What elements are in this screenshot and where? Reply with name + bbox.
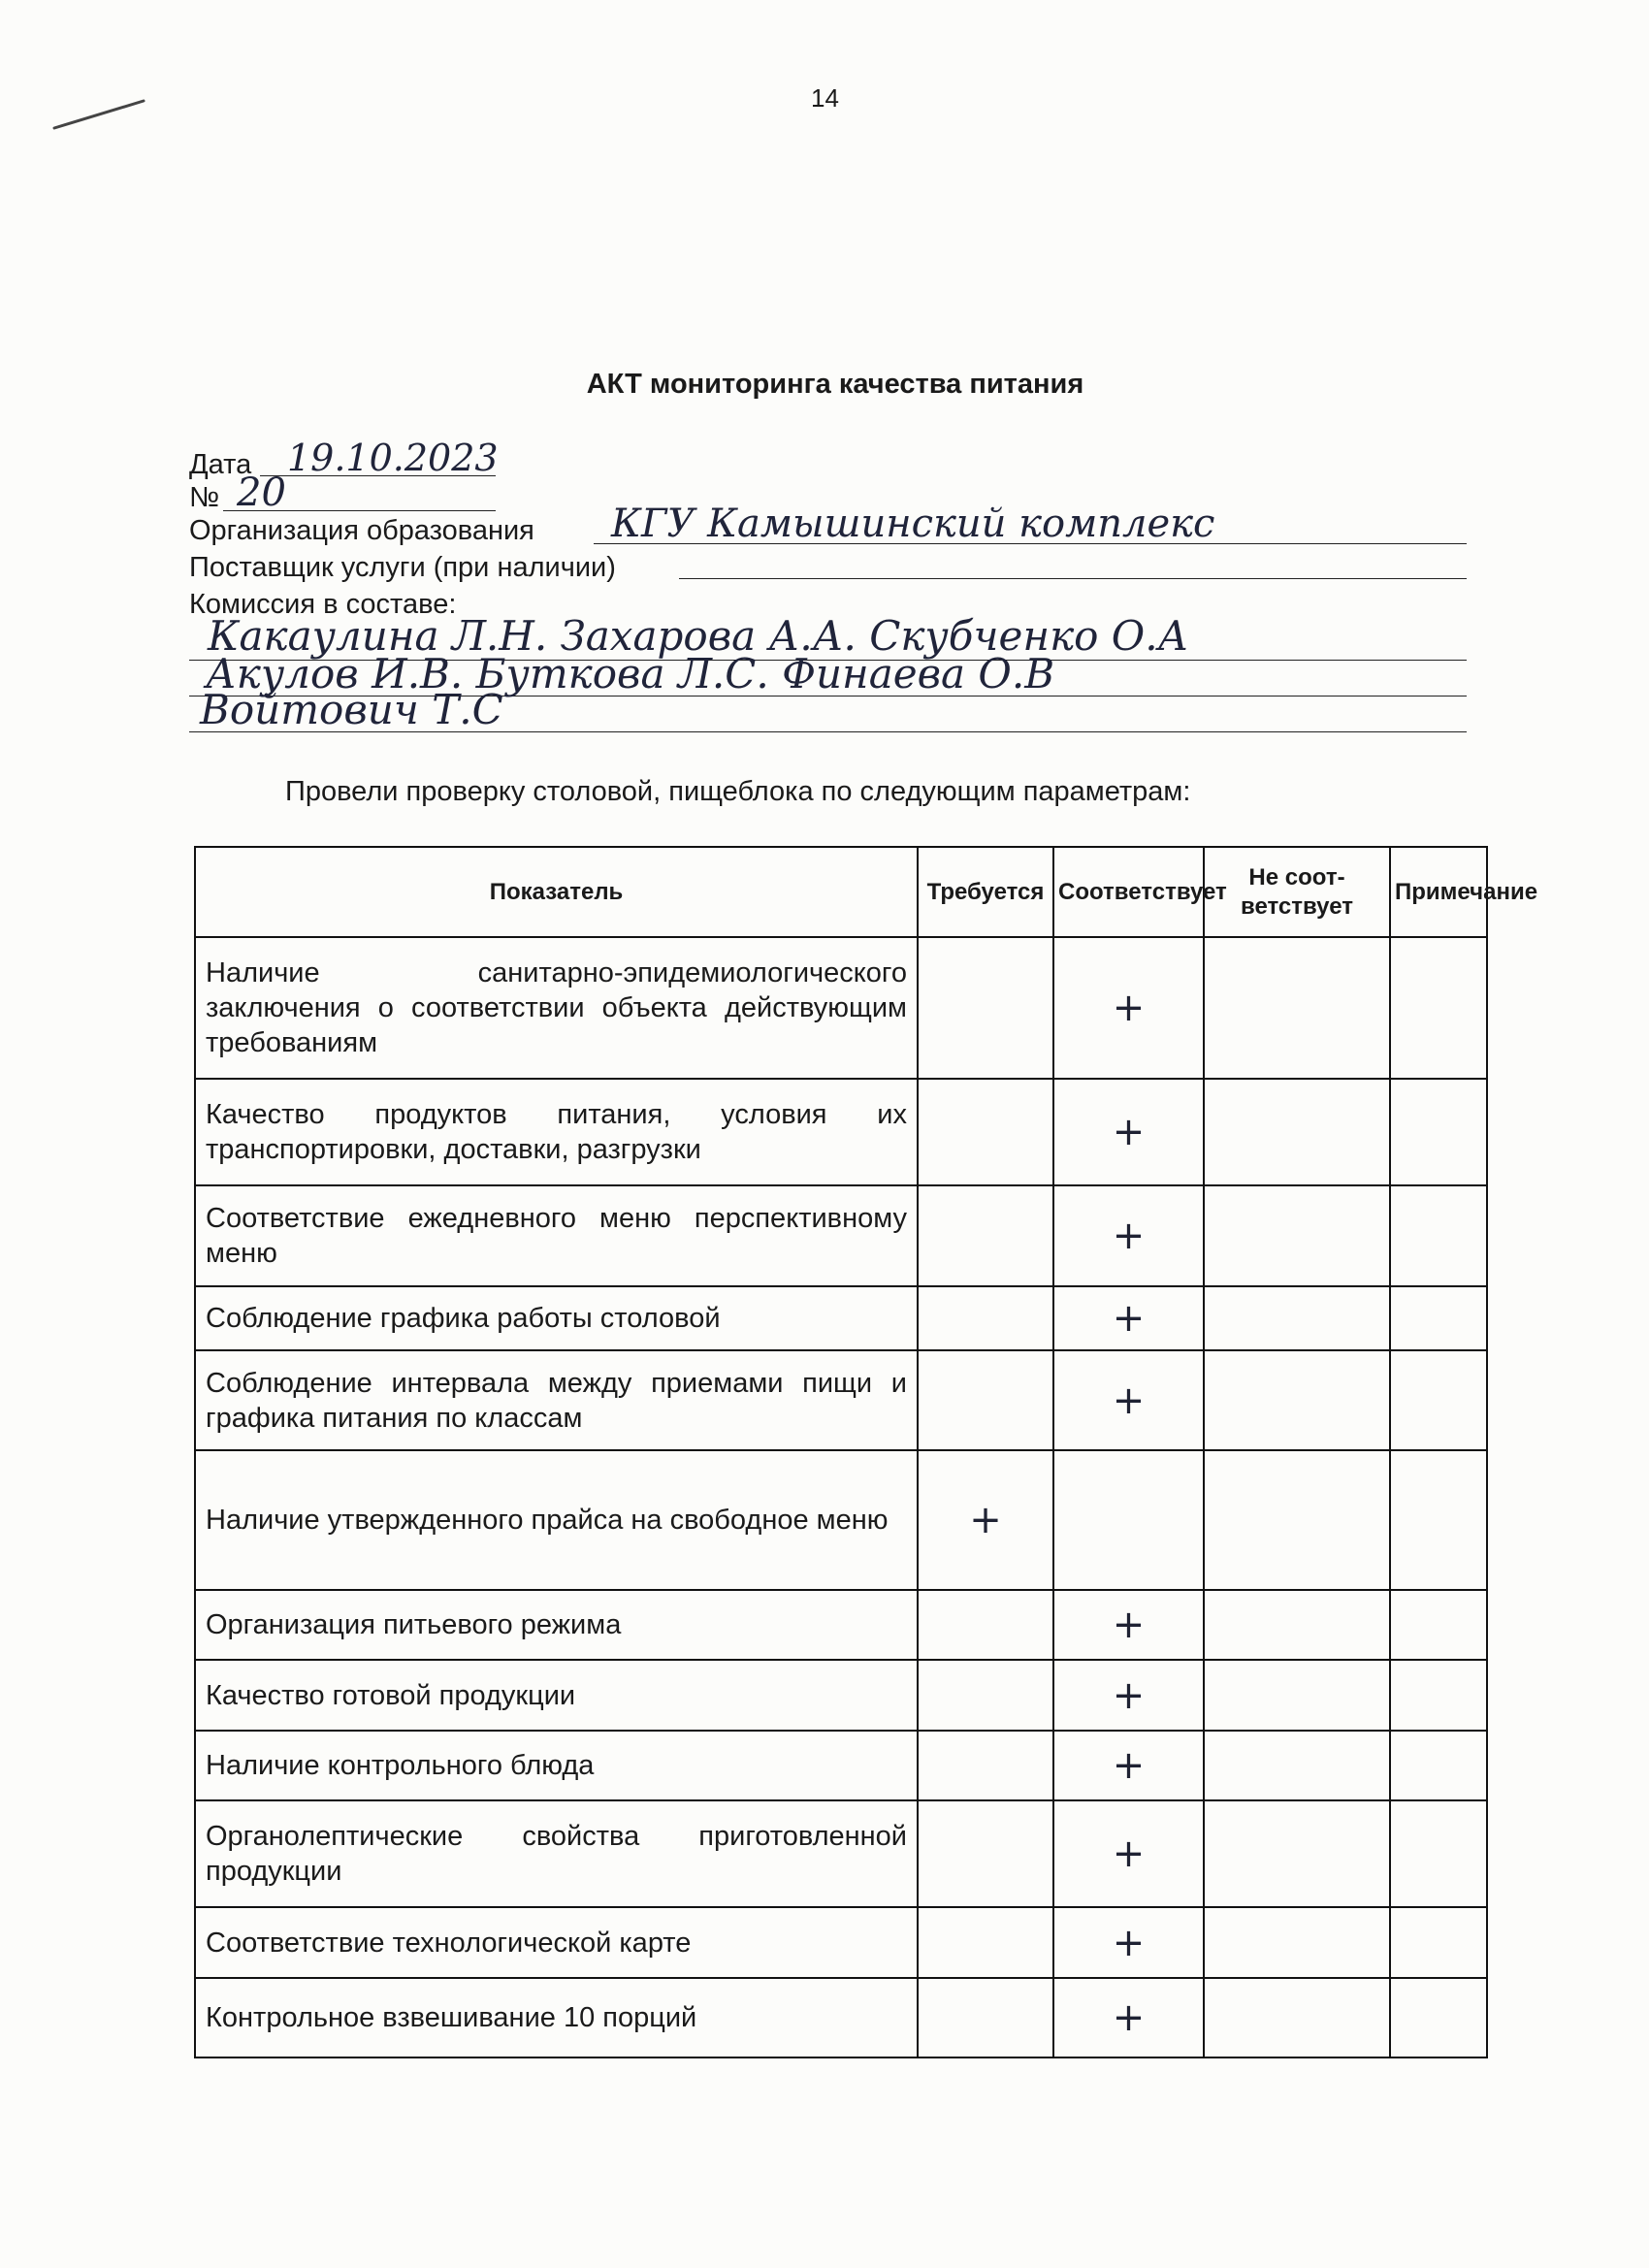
complies-mark: [1053, 1450, 1204, 1590]
required-mark: [918, 1185, 1053, 1286]
not-complies-mark: [1204, 937, 1390, 1079]
note-cell: [1390, 1450, 1487, 1590]
note-cell: [1390, 937, 1487, 1079]
header-required: Требуется: [918, 847, 1053, 937]
note-cell: [1390, 1731, 1487, 1800]
complies-mark: +: [1053, 1350, 1204, 1450]
complies-mark: +: [1053, 1185, 1204, 1286]
required-mark: [918, 1978, 1053, 2057]
org-label: Организация образования: [189, 515, 534, 546]
complies-mark: +: [1053, 1590, 1204, 1660]
not-complies-mark: [1204, 1978, 1390, 2057]
note-cell: [1390, 1350, 1487, 1450]
indicator-cell: Соответствие технологической карте: [195, 1907, 918, 1978]
note-cell: [1390, 1660, 1487, 1731]
indicator-cell: Качество готовой продукции: [195, 1660, 918, 1731]
page-number: 14: [811, 83, 839, 113]
indicator-cell: Соблюдение интервала между приемами пищи и графика питания по классам: [195, 1350, 918, 1450]
number-value-handwritten: 20: [237, 470, 286, 515]
not-complies-mark: [1204, 1286, 1390, 1350]
indicator-cell: Контрольное взвешивание 10 порций: [195, 1978, 918, 2057]
required-mark: [918, 1907, 1053, 1978]
indicator-cell: Организация питьевого режима: [195, 1590, 918, 1660]
header-not-complies: Не соот-ветствует: [1204, 847, 1390, 937]
complies-mark: +: [1053, 1800, 1204, 1907]
pen-stroke-mark: [50, 95, 147, 134]
commission-label: Комиссия в составе:: [189, 589, 457, 620]
not-complies-mark: [1204, 1185, 1390, 1286]
commission-line-3-handwritten: Войтович Т.С: [200, 686, 503, 733]
required-mark: [918, 937, 1053, 1079]
complies-mark: +: [1053, 1907, 1204, 1978]
complies-mark: +: [1053, 1978, 1204, 2057]
indicator-cell: Соблюдение графика работы столовой: [195, 1286, 918, 1350]
not-complies-mark: [1204, 1350, 1390, 1450]
note-cell: [1390, 1185, 1487, 1286]
table-row: [195, 1978, 1487, 2057]
date-label: Дата: [189, 449, 252, 480]
commission-line-2-handwritten: Акулов И.В. Буткова Л.С. Финаева О.В: [206, 650, 1055, 697]
commission-line-1-handwritten: Какаулина Л.Н. Захарова А.А. Скубченко О.А: [208, 612, 1189, 660]
not-complies-mark: [1204, 1731, 1390, 1800]
supplier-underline: [679, 578, 1467, 579]
table-row: [195, 1450, 1487, 1590]
indicator-cell: Качество продуктов питания, условия их транспортировки, доставки, разгрузки: [195, 1079, 918, 1185]
header-complies: Соответствует: [1053, 847, 1204, 937]
not-complies-mark: [1204, 1800, 1390, 1907]
header-note: Примечание: [1390, 847, 1487, 937]
required-mark: [918, 1660, 1053, 1731]
org-value-handwritten: КГУ Камышинский комплекс: [611, 502, 1215, 546]
monitoring-table: [194, 846, 1538, 2058]
table-row: [195, 1286, 1487, 1350]
table-row: [195, 1907, 1487, 1978]
required-mark: [918, 1350, 1053, 1450]
date-value-handwritten: 19.10.2023: [287, 437, 499, 479]
header-indicator: Показатель: [195, 847, 918, 937]
not-complies-mark: [1204, 1590, 1390, 1660]
indicator-cell: Наличие утвержденного прайса на свободное меню: [195, 1450, 918, 1590]
complies-mark: +: [1053, 1079, 1204, 1185]
complies-mark: +: [1053, 1286, 1204, 1350]
intro-text: Провели проверку столовой, пищеблока по следующим параметрам:: [285, 776, 1191, 807]
required-mark: +: [918, 1450, 1053, 1590]
note-cell: [1390, 1286, 1487, 1350]
required-mark: [918, 1590, 1053, 1660]
note-cell: [1390, 1907, 1487, 1978]
supplier-label: Поставщик услуги (при наличии): [189, 552, 616, 583]
required-mark: [918, 1731, 1053, 1800]
table-row: [195, 937, 1487, 1079]
required-mark: [918, 1800, 1053, 1907]
number-label: №: [189, 482, 220, 513]
table-row: [195, 1660, 1487, 1731]
table-header-row: [195, 847, 1487, 937]
complies-mark: +: [1053, 1660, 1204, 1731]
table-row: [195, 1185, 1487, 1286]
table-row: [195, 1731, 1487, 1800]
indicator-cell: Органолептические свойства приготовленной продукции: [195, 1800, 918, 1907]
indicator-cell: Наличие контрольного блюда: [195, 1731, 918, 1800]
note-cell: [1390, 1079, 1487, 1185]
indicator-cell: Соответствие ежедневного меню перспективному меню: [195, 1185, 918, 1286]
table-row: [195, 1350, 1487, 1450]
complies-mark: +: [1053, 937, 1204, 1079]
table-row: [195, 1079, 1487, 1185]
note-cell: [1390, 1800, 1487, 1907]
indicator-cell: Наличие санитарно-эпидемиологического заключения о соответствии объекта действующим требованиям: [195, 937, 918, 1079]
not-complies-mark: [1204, 1450, 1390, 1590]
required-mark: [918, 1079, 1053, 1185]
note-cell: [1390, 1978, 1487, 2057]
not-complies-mark: [1204, 1660, 1390, 1731]
table-row: [195, 1590, 1487, 1660]
not-complies-mark: [1204, 1079, 1390, 1185]
not-complies-mark: [1204, 1907, 1390, 1978]
required-mark: [918, 1286, 1053, 1350]
complies-mark: +: [1053, 1731, 1204, 1800]
document-title: АКТ мониторинга качества питания: [586, 369, 1084, 400]
table-row: [195, 1800, 1487, 1907]
note-cell: [1390, 1590, 1487, 1660]
